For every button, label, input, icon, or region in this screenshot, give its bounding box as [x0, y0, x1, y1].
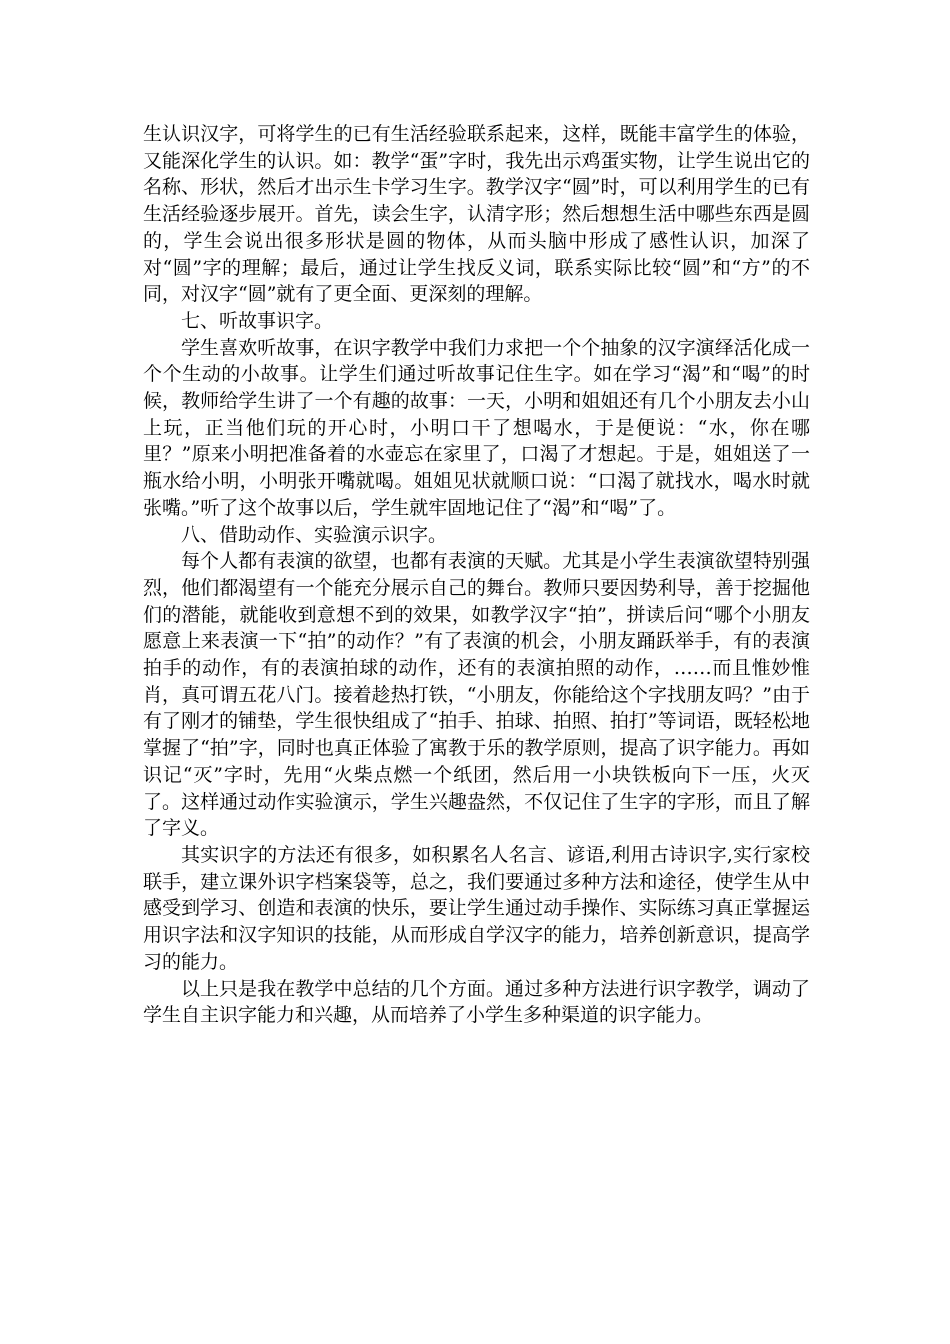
paragraph-conclusion: 以上只是我在教学中总结的几个方面。通过多种方法进行识字教学，调动了学生自主识字能力和兴趣，从而培养了小学生多种渠道的识字能力。 [143, 977, 810, 1027]
section-heading-7: 七、听故事识字。 [181, 309, 334, 332]
paragraph-other-methods: 其实识字的方法还有很多，如积累名人名言、谚语,利用古诗识字,实行家校联手，建立课外识字档案袋等，总之，我们要通过多种方法和途径，使学生从中感受到学习、创造和表演的快乐，要让学生通过动手操作、实际练习真正掌握运用识字法和汉字知识的技能，从而形成自学汉字的能力，培养创新意识，提高学习的能力。 [143, 843, 810, 973]
paragraph-performance: 每个人都有表演的欲望，也都有表演的天赋。尤其是小学生表演欲望特别强烈，他们都渴望有一个能充分展示自己的舞台。教师只要因势利导，善于挖掘他们的潜能，就能收到意想不到的效果，如教学汉字“拍”，拼读后问“哪个小朋友愿意上来表演一下“拍”的动作？”有了表演的机会，小朋友踊跃举手，有的表演拍手的动作，有的表演拍球的动作，还有的表演拍照的动作，……而且惟妙惟肖，真可谓五花八门。接着趁热打铁，“小朋友，你能给这个字找朋友吗？”由于有了刚才的铺垫，学生很快组成了“拍手、拍球、拍照、拍打”等词语，既轻松地掌握了“拍”字，同时也真正体验了寓教于乐的教学原则，提高了识字能力。再如识记“灭”字时，先用“火柴点燃一个纸团，然后用一小块铁板向下一压，火灭了。这样通过动作实验演示，学生兴趣盎然，不仅记住了生字的字形，而且了解了字义。 [143, 550, 810, 840]
paragraph-continuation: 生认识汉字，可将学生的已有生活经验联系起来，这样，既能丰富学生的体验，又能深化学生的认识。如：教学“蛋”字时，我先出示鸡蛋实物，让学生说出它的名称、形状，然后才出示生卡学习生字。教学汉字“圆”时，可以利用学生的已有生活经验逐步展开。首先，读会生字，认清字形；然后想想生活中哪些东西是圆的，学生会说出很多形状是圆的物体，从而头脑中形成了感性认识，加深了对“圆”字的理解；最后，通过让学生找反义词，联系实际比较“圆”和“方”的不同，对汉字“圆”就有了更全面、更深刻的理解。 [143, 123, 810, 306]
section-heading-8: 八、借助动作、实验演示识字。 [181, 523, 448, 546]
paragraph-story: 学生喜欢听故事，在识字教学中我们力求把一个个抽象的汉字演绎活化成一个个生动的小故事。让学生们通过听故事记住生字。如在学习“渴”和“喝”的时候，教师给学生讲了一个有趣的故事：一天，小明和姐姐还有几个小朋友去小山上玩，正当他们玩的开心时，小明口干了想喝水，于是便说：“水，你在哪里？”原来小明把准备着的水壶忘在家里了，口渴了才想起。于是，姐姐送了一瓶水给小明，小明张开嘴就喝。姐姐见状就顺口说：“口渴了就找水，喝水时就张嘴。”听了这个故事以后，学生就牢固地记住了“渴”和“喝”了。 [143, 336, 810, 519]
document-body [143, 121, 810, 1029]
